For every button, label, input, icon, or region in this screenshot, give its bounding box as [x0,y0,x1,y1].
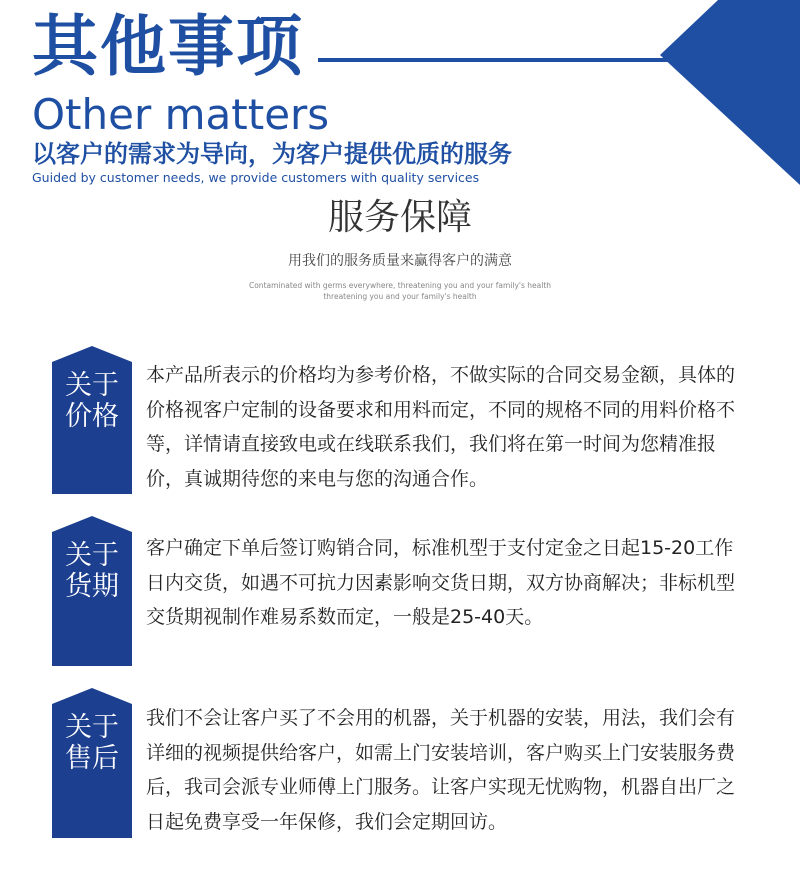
page-title: 其他事项 [32,8,304,85]
tab-label-line-1: 关于 [65,712,119,743]
item-text-after-sales: 我们不会让客户买了不会用的机器，关于机器的安装，用法，我们会有详细的视频提供给客户，如需上门安装培训，客户购买上门安装服务费后，我司会派专业师傅上门服务。让客户实现无忧购物，机器自出厂之日起免费享受一年保修，我们会定期回访。 [146,707,736,833]
page-subtitle-en: Guided by customer needs, we provide customers with quality services [32,170,480,185]
tab-label-line-1: 关于 [65,540,119,571]
title-divider-line [318,58,718,62]
tab-delivery [52,516,132,666]
corner-decoration [660,0,800,185]
tab-label-line-2: 货期 [65,571,119,602]
tab-label-line-2: 售后 [65,743,119,774]
item-text-price: 本产品所表示的价格均为参考价格，不做实际的合同交易金额，具体的价格视客户定制的设备要求和用料而定，不同的规格不同的用料价格不等，详情请直接致电或在线联系我们，我们将在第一时间为您精准报价，真诚期待您的来电与您的沟通合作。 [146,364,736,490]
page-subtitle: 以客户的需求为导向，为客户提供优质的服务 [32,140,512,168]
page-title-en: Other matters [32,90,330,139]
section-title: 服务保障 [327,197,472,238]
section-en-line-1: Contaminated with germs everywhere, threatening you and your family's health [248,281,552,290]
item-text-delivery: 客户确定下单后签订购销合同，标准机型于支付定金之日起15-20工作日内交货，如遇不可抗力因素影响交货日期，双方协商解决；非标机型交货期视制作难易系数而定，一般是25-40天。 [146,537,736,628]
section-en-line-2: threatening you and your family's health [323,292,477,301]
tab-price [52,346,132,494]
tab-label-line-2: 价格 [65,401,119,432]
tab-label-line-1: 关于 [65,370,119,401]
section-subtitle: 用我们的服务质量来赢得客户的满意 [288,253,512,269]
tab-after-sales [52,688,132,838]
